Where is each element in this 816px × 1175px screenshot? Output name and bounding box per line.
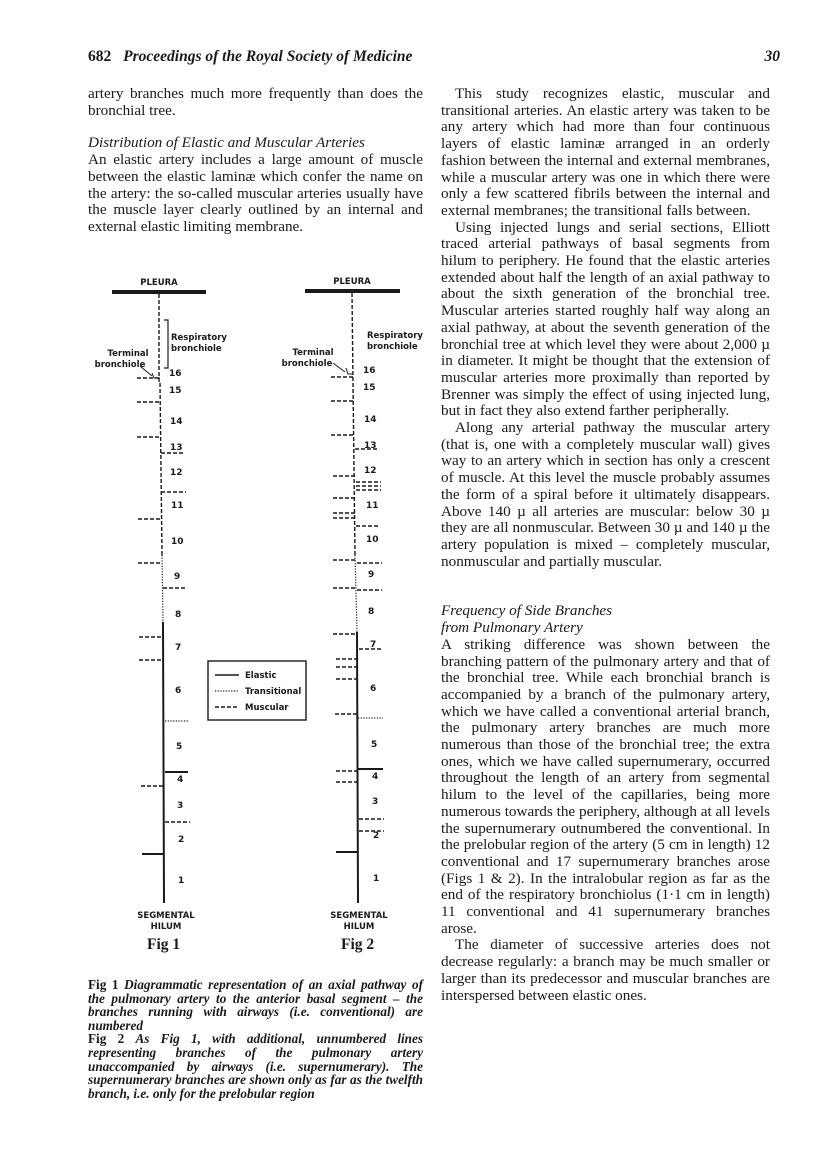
paragraph: The diameter of successive arteries does not decrease regularly: a branch may be much smaller or larger than its predecessor and muscular branches are interspersed between elastic ones. <box>441 936 770 1004</box>
caption-fig1-prefix: Fig 1 <box>88 977 119 992</box>
svg-text:3: 3 <box>177 801 184 811</box>
svg-text:6: 6 <box>370 684 377 694</box>
svg-text:7: 7 <box>370 640 377 650</box>
svg-text:1: 1 <box>373 874 380 884</box>
figure-caption <box>88 978 423 1100</box>
legend-elastic: Elastic <box>245 671 277 681</box>
svg-text:10: 10 <box>171 537 184 547</box>
svg-text:9: 9 <box>174 572 181 582</box>
terminal-label: bronchiole <box>281 359 333 369</box>
svg-text:5: 5 <box>371 740 378 750</box>
hilum-label: HILUM <box>343 922 375 932</box>
caption-fig2-text: As Fig 1, with additional, unnumbered lines representing branches of the pulmonary artery unaccompanied by airways (i.e. supernumerary). The supernumerary branches are shown only as far as the twelfth branch, i.e. only for the prelobular region <box>88 1031 423 1101</box>
respiratory-label: Respiratory <box>171 333 227 343</box>
respiratory-label: bronchiole <box>171 344 222 354</box>
fig1-label: Fig 1 <box>147 936 181 953</box>
svg-text:4: 4 <box>372 772 379 782</box>
terminal-label: Terminal <box>292 348 334 358</box>
legend-muscular: Muscular <box>245 703 289 713</box>
svg-text:8: 8 <box>175 610 182 620</box>
svg-text:11: 11 <box>366 501 379 511</box>
respiratory-label: bronchiole <box>367 342 418 352</box>
svg-text:2: 2 <box>178 835 185 845</box>
pleura-label: PLEURA <box>140 278 178 288</box>
terminal-label: Terminal <box>107 349 149 359</box>
svg-text:14: 14 <box>364 415 377 425</box>
right-column <box>441 86 770 1004</box>
page-header <box>88 48 780 68</box>
svg-text:13: 13 <box>170 443 183 453</box>
svg-text:14: 14 <box>170 417 183 427</box>
left-column <box>88 86 423 236</box>
svg-text:9: 9 <box>368 570 375 580</box>
svg-text:7: 7 <box>175 643 182 653</box>
svg-text:16: 16 <box>363 366 376 376</box>
page-number: 682 <box>88 48 112 65</box>
section-heading: from Pulmonary Artery <box>441 619 583 637</box>
legend-transitional: Transitional <box>245 687 302 697</box>
svg-text:2: 2 <box>373 831 380 841</box>
section-heading: Distribution of Elastic and Muscular Arteries <box>88 134 365 152</box>
svg-text:15: 15 <box>363 383 376 393</box>
svg-text:15: 15 <box>169 386 182 396</box>
hilum-label: SEGMENTAL <box>137 911 195 921</box>
svg-text:13: 13 <box>364 441 377 451</box>
hilum-label: HILUM <box>150 922 182 932</box>
pleura-label: PLEURA <box>333 277 371 287</box>
svg-text:11: 11 <box>171 501 184 511</box>
fig2-label: Fig 2 <box>341 936 375 953</box>
volume-number: 30 <box>764 48 780 65</box>
paragraph: Using injected lungs and serial sections, Elliott traced arterial pathways of basal segments from hilum to periphery. He found that the elastic arteries extended about half the length of an axial pathway to about the sixth generation of the bronchial tree. Muscular arteries started roughly half way along an axial pathway, at about the seventh generation of the bronchial tree at which level they were about 2,000 µ in diameter. It might be thought that the extension of muscular arteries more proximally than reported by Brenner was simply the effect of using injected lung, but in fact they also extend farther peripherally. <box>441 218 770 420</box>
svg-text:12: 12 <box>170 468 183 478</box>
journal-title: Proceedings of the Royal Society of Medicine <box>123 48 413 65</box>
fig2-branch-numbers <box>363 366 379 884</box>
svg-text:5: 5 <box>176 742 183 752</box>
svg-text:12: 12 <box>364 466 377 476</box>
hilum-label: SEGMENTAL <box>330 911 388 921</box>
respiratory-label: Respiratory <box>367 331 423 341</box>
paragraph: An elastic artery includes a large amount of muscle between the elastic laminæ which confer the name on the artery: the so-called muscular arteries usually have the muscle layer clearly outlined by an internal and external elastic limiting membrane. <box>88 151 423 235</box>
terminal-label: bronchiole <box>94 360 146 370</box>
svg-text:1: 1 <box>178 876 185 886</box>
paragraph: A striking difference was shown between the branching pattern of the pulmonary artery and that of the bronchial tree. While each bronchial branch is accompanied by a branch of the pulmonary artery, which we have called a conventional arterial branch, the pulmonary artery branches are much more numerous than those of the bronchial tree; the extra ones, which we have called supernumerary, occurred throughout the length of an artery from segmental hilum to the level of the capillaries, being more numerous towards the periphery, although at all levels the supernumerary outnumbered the conventional. In the prelobular region of the artery (5 cm in length) 12 conventional and 17 supernumerary branches arose (Figs 1 & 2). In the intralobular region as far as the end of the respiratory bronchiolus (1·1 cm in length) 11 conventional and 41 supernumerary branches arose. <box>441 635 770 937</box>
paragraph: artery branches much more frequently than does the bronchial tree. <box>88 85 423 119</box>
svg-text:4: 4 <box>177 775 184 785</box>
paragraph: Along any arterial pathway the muscular artery (that is, one with a completely muscular wall) gives way to an artery which in section has only a crescent of muscle. At this level the muscle probably assumes the form of a spiral before it ultimately disappears. Above 140 µ all arteries are muscular: below 30 µ they are all nonmuscular. Between 30 µ and 140 µ the artery population is mixed – completely muscular, nonmuscular and partially muscular. <box>441 419 770 570</box>
figures-diagram <box>80 270 460 960</box>
svg-text:8: 8 <box>368 607 375 617</box>
paragraph: This study recognizes elastic, muscular and transitional arteries. An elastic artery was taken to be any artery which had more than four continuous layers of elastic laminæ arranged in an orderly fashion between the internal and external membranes, while a muscular artery was one in which there were only a few scattered fibrils between the internal and external membranes; the transitional falls between. <box>441 85 770 219</box>
section-heading: Frequency of Side Branches <box>441 602 613 620</box>
caption-fig1-text: Diagrammatic representation of an axial pathway of the pulmonary artery to the anterior basal segment – the branches running with airways (i.e. conventional) are numbered <box>88 977 423 1033</box>
fig1-branch-numbers <box>169 369 184 886</box>
svg-text:6: 6 <box>175 686 182 696</box>
svg-text:10: 10 <box>366 535 379 545</box>
svg-text:3: 3 <box>372 797 379 807</box>
svg-text:16: 16 <box>169 369 182 379</box>
caption-fig2-prefix: Fig 2 <box>88 1031 125 1047</box>
